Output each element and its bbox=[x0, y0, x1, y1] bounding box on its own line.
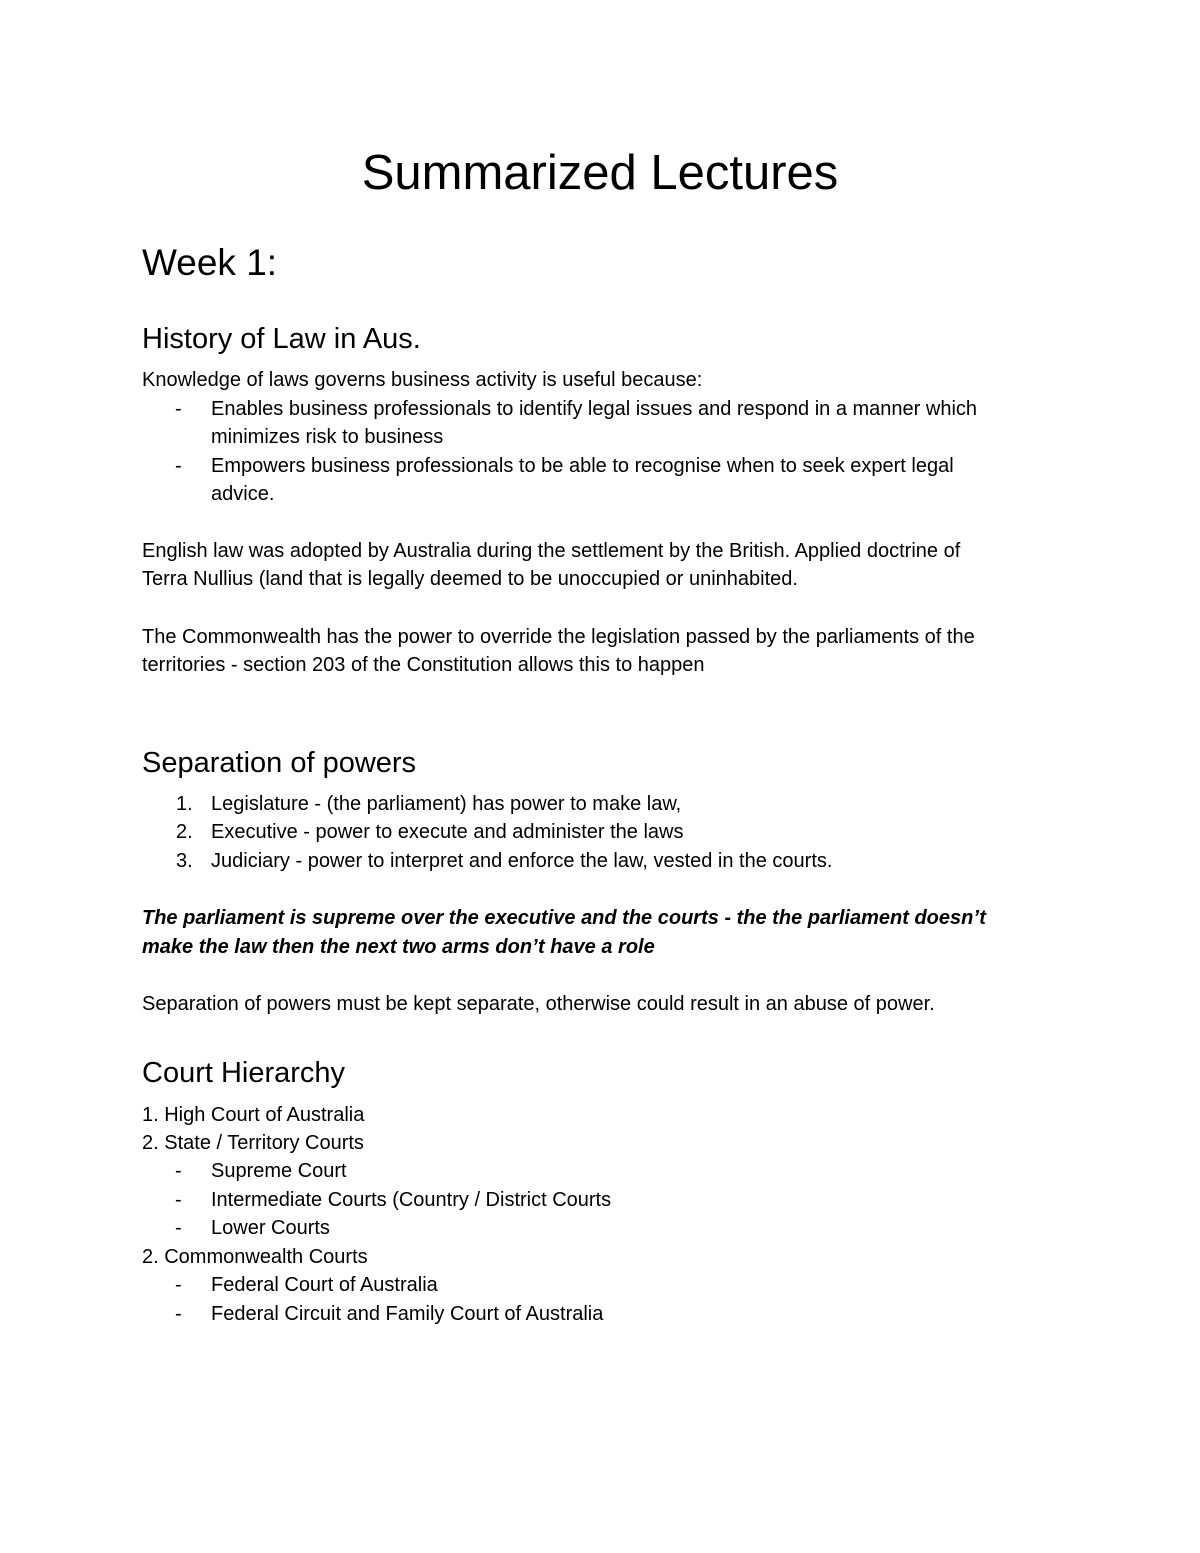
court-sub-lower: Lower Courts bbox=[211, 1217, 330, 1239]
list-item-legislature: Legislature - (the parliament) has power to make law, bbox=[211, 793, 682, 815]
history-heading: History of Law in Aus. bbox=[142, 323, 421, 355]
separation-note: Separation of powers must be kept separate, otherwise could result in an abuse of power. bbox=[142, 993, 935, 1015]
court-sub-intermediate: Intermediate Courts (Country / District Courts bbox=[211, 1189, 612, 1211]
english-law-line-1: English law was adopted by Australia during the settlement by the British. Applied doctrine of bbox=[142, 540, 961, 562]
commonwealth-line-1: The Commonwealth has the power to override the legislation passed by the parliaments of the bbox=[142, 626, 975, 648]
list-number: 1. bbox=[176, 793, 193, 815]
document-title: Summarized Lectures bbox=[361, 146, 839, 200]
list-item-executive: Executive - power to execute and administer the laws bbox=[211, 821, 684, 843]
list-number: 2. bbox=[176, 821, 193, 843]
bullet-1-line-2: minimizes risk to business bbox=[211, 426, 444, 448]
court-hierarchy-heading: Court Hierarchy bbox=[142, 1057, 346, 1089]
bullet-marker: - bbox=[175, 1274, 182, 1296]
court-item-high-court: 1. High Court of Australia bbox=[142, 1104, 365, 1126]
week-heading: Week 1: bbox=[142, 242, 278, 283]
bullet-1-line-1: Enables business professionals to identify legal issues and respond in a manner which bbox=[211, 398, 978, 420]
commonwealth-line-2: territories - section 203 of the Constitution allows this to happen bbox=[142, 654, 705, 676]
bullet-marker: - bbox=[175, 1189, 182, 1211]
bullet-marker: - bbox=[175, 1160, 182, 1182]
bullet-marker: - bbox=[175, 455, 182, 477]
court-sub-federal: Federal Court of Australia bbox=[211, 1274, 438, 1296]
english-law-line-2: Terra Nullius (land that is legally deemed to be unoccupied or uninhabited. bbox=[142, 568, 798, 590]
emphasis-line-1: The parliament is supreme over the executive and the courts - the the parliament doesn’t bbox=[142, 907, 986, 929]
bullet-marker: - bbox=[175, 398, 182, 420]
bullet-marker: - bbox=[175, 1217, 182, 1239]
history-intro: Knowledge of laws governs business activity is useful because: bbox=[142, 369, 703, 391]
separation-heading: Separation of powers bbox=[142, 747, 417, 779]
bullet-2-line-2: advice. bbox=[211, 483, 275, 505]
list-item-judiciary: Judiciary - power to interpret and enforce the law, vested in the courts. bbox=[211, 850, 833, 872]
bullet-marker: - bbox=[175, 1303, 182, 1325]
bullet-2-line-1: Empowers business professionals to be able to recognise when to seek expert legal bbox=[211, 455, 954, 477]
court-sub-supreme: Supreme Court bbox=[211, 1160, 347, 1182]
court-sub-federal-circuit: Federal Circuit and Family Court of Australia bbox=[211, 1303, 604, 1325]
emphasis-line-2: make the law then the next two arms don’t have a role bbox=[142, 936, 655, 958]
court-item-state-territory: 2. State / Territory Courts bbox=[142, 1132, 364, 1154]
list-number: 3. bbox=[176, 850, 193, 872]
court-item-commonwealth: 2. Commonwealth Courts bbox=[142, 1246, 368, 1268]
